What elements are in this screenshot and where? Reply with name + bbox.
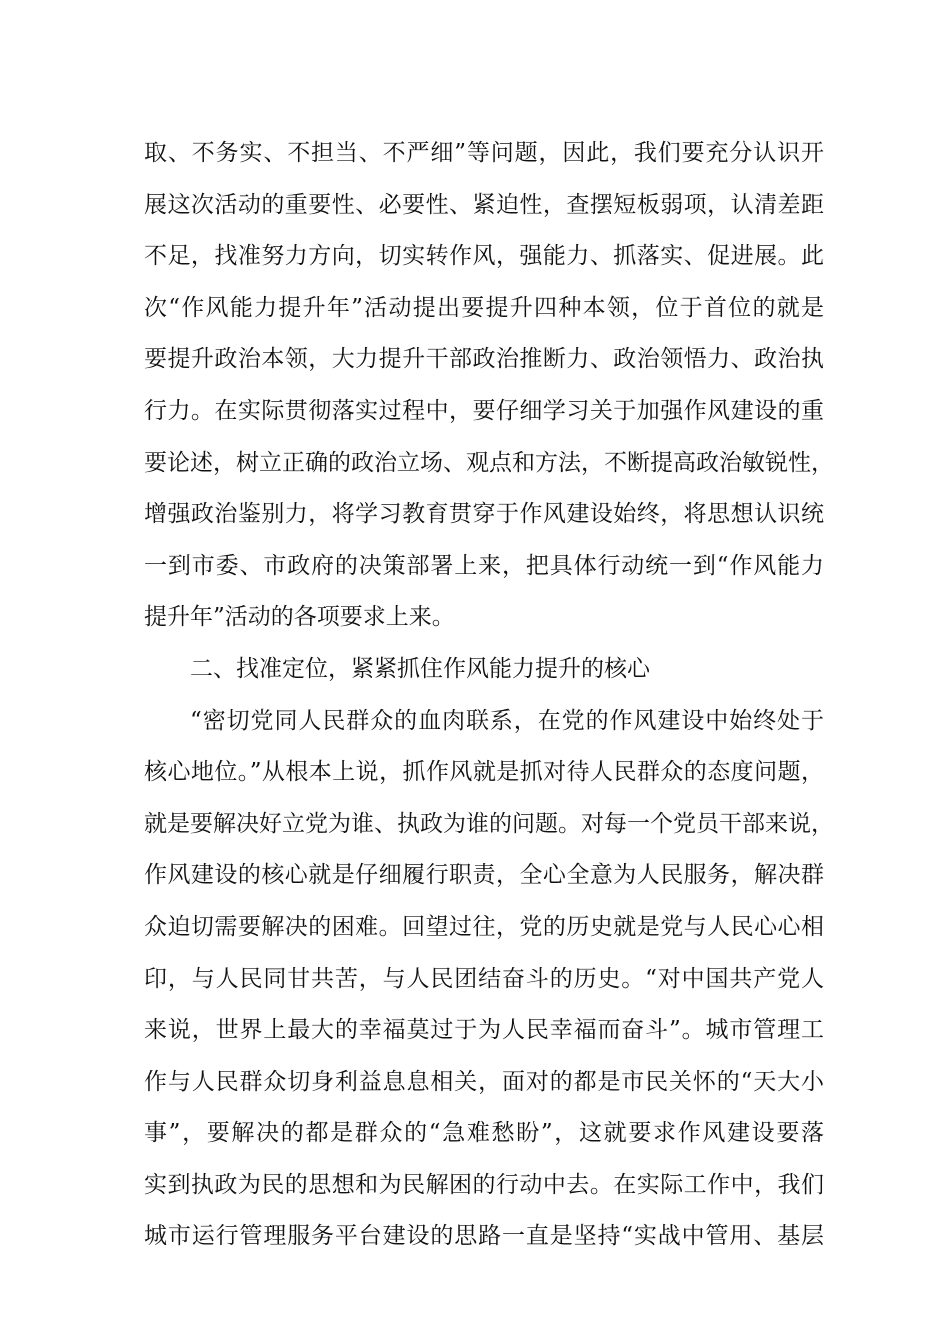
text-line: 作与人民群众切身利益息息相关，面对的都是市民关怀的“天大小 (144, 1068, 824, 1095)
section-heading: 二、找准定位，紧紧抓住作风能力提升的核心 (190, 655, 650, 682)
text-line: 核心地位。”从根本上说，抓作风就是抓对待人民群众的态度问题， (144, 759, 824, 786)
text-line: 增强政治鉴别力，将学习教育贯穿于作风建设始终，将思想认识统 (144, 501, 824, 528)
text-line: 作风建设的核心就是仔细履行职责，全心全意为人民服务，解决群 (144, 862, 824, 889)
text-line: 事”，要解决的都是群众的“急难愁盼”，这就要求作风建设要落 (144, 1120, 824, 1147)
text-line: 印，与人民同甘共苦，与人民团结奋斗的历史。“对中国共产党人 (144, 965, 824, 992)
text-line: 次“作风能力提升年”活动提出要提升四种本领，位于首位的就是 (144, 294, 824, 321)
text-line: 众迫切需要解决的困难。回望过往，党的历史就是党与人民心心相 (144, 913, 824, 940)
text-line: 城市运行管理服务平台建设的思路一直是坚持“实战中管用、基层 (144, 1223, 824, 1250)
text-line: 取、不务实、不担当、不严细”等问题，因此，我们要充分认识开 (144, 140, 824, 166)
text-line: 一到市委、市政府的决策部署上来，把具体行动统一到“作风能力 (144, 552, 824, 579)
text-line: 行力。在实际贯彻落实过程中，要仔细学习关于加强作风建设的重 (144, 397, 824, 424)
text-line: 要论述，树立正确的政治立场、观点和方法，不断提高政治敏锐性， (144, 449, 834, 476)
text-line: 来说，世界上最大的幸福莫过于为人民幸福而奋斗”。城市管理工 (144, 1017, 824, 1044)
text-line: 展这次活动的重要性、必要性、紧迫性，查摆短板弱项，认清差距 (144, 191, 824, 218)
text-line: 提升年”活动的各项要求上来。 (144, 604, 455, 631)
body-text (144, 128, 834, 1263)
text-line: “密切党同人民群众的血肉联系，在党的作风建设中始终处于 (190, 707, 824, 734)
text-line: 要提升政治本领，大力提升干部政治推断力、政治领悟力、政治执 (144, 346, 824, 373)
text-line: 不足，找准努力方向，切实转作风，强能力、抓落实、促进展。此 (144, 243, 824, 270)
text-line: 就是要解决好立党为谁、执政为谁的问题。对每一个党员干部来说， (144, 810, 834, 837)
text-line: 实到执政为民的思想和为民解困的行动中去。在实际工作中，我们 (144, 1171, 824, 1198)
